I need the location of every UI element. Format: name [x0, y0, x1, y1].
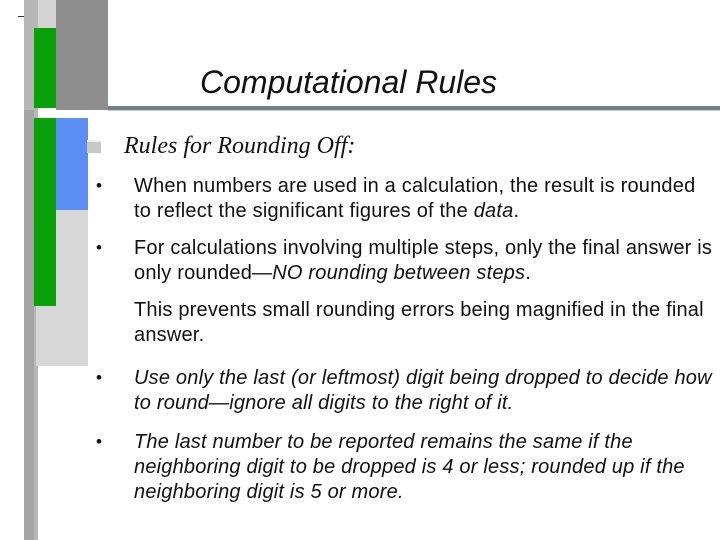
item-emphasis: NO rounding between steps [272, 262, 526, 284]
decor-small-dash [18, 16, 24, 17]
list-item [134, 236, 718, 286]
list-item: The last number to be reported remains the same if the neighboring digit to be dropped is 4 or less; rounded up if the neighboring digit is 5 or more. [134, 431, 685, 503]
item-text-end: . [513, 200, 520, 222]
section-heading: Rules for Rounding Off: [124, 133, 356, 159]
item-text-end: . [525, 262, 531, 284]
bullet-icon: • [96, 238, 102, 257]
decor-darkgray-strip [24, 110, 34, 540]
item-text: For calculations involving multiple steps, only the final answer is only rounded— [134, 237, 713, 284]
decor-gray-mid [56, 0, 108, 110]
title-underline-highlight [108, 110, 720, 111]
list-item: Use only the last (or leftmost) digit being dropped to decide how to round—ignore all digits to the right of it. [134, 367, 712, 414]
item-continuation: This prevents small rounding errors being magnified in the final answer. [134, 299, 704, 346]
bullet-icon: • [96, 368, 102, 387]
decor-green-mid [33, 118, 56, 306]
decor-green-top [34, 28, 56, 108]
bullet-icon: • [96, 432, 102, 451]
item-emphasis: data [473, 200, 514, 222]
item-text: When numbers are used in a calculation, the result is rounded to reflect the significant figures of the [134, 175, 696, 222]
square-bullet-icon [87, 140, 101, 153]
list-item [134, 174, 718, 224]
bullet-icon: • [96, 176, 102, 195]
slide-title: Computational Rules [200, 64, 498, 100]
